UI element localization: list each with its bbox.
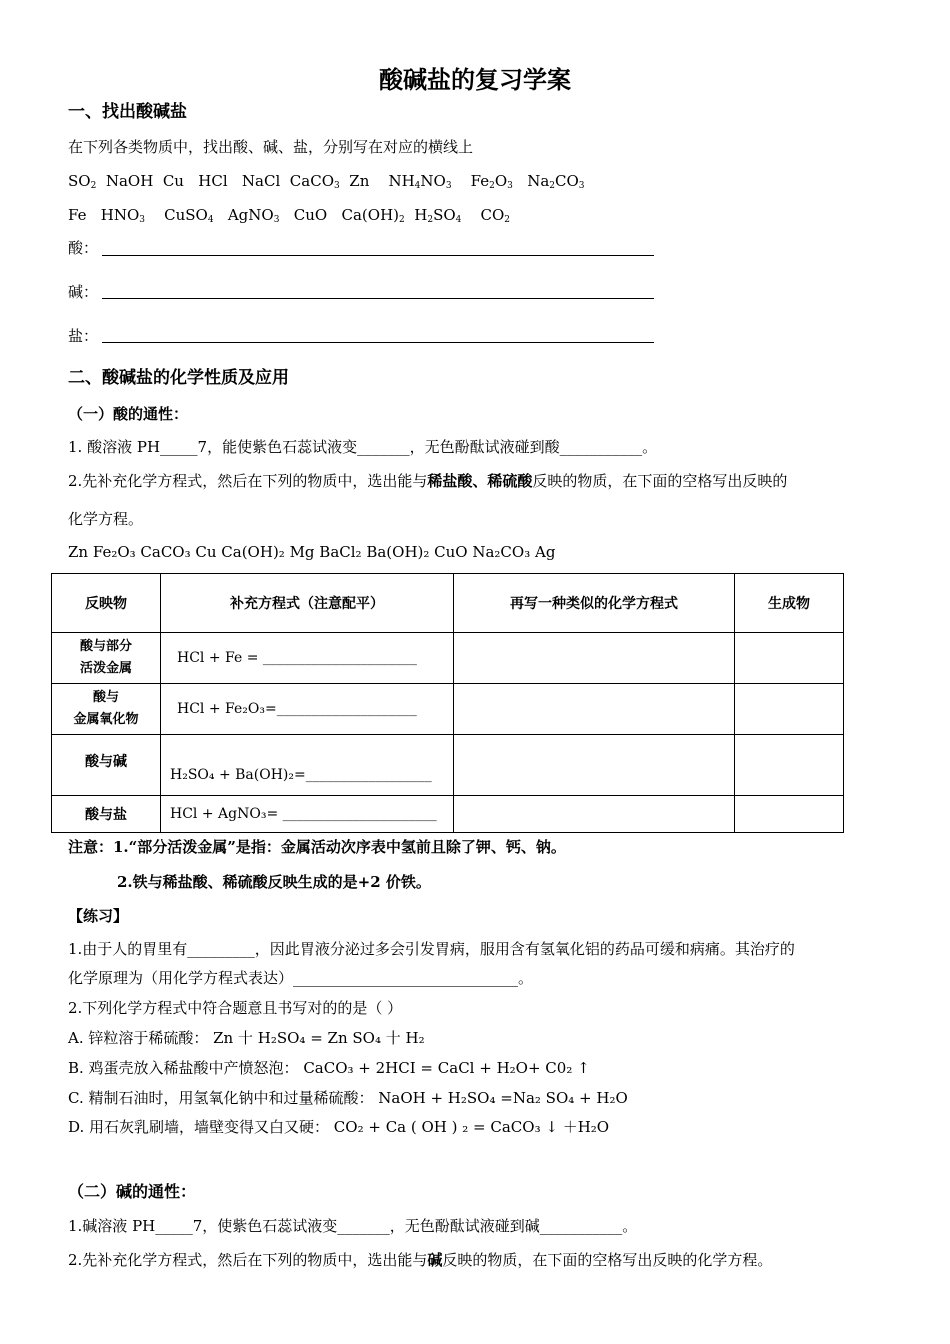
practice-heading: 【练习】 — [68, 907, 129, 925]
salt-label: 盐： — [68, 327, 99, 345]
base-answer-line[interactable] — [102, 298, 654, 299]
table-row — [52, 633, 844, 684]
base-question-1: 1.碱溶液 PH_____7，使紫色石蕊试液变_______，无色酚酞试液碰到碱___________。 — [68, 1217, 638, 1235]
acid-question-2: 2.先补充化学方程式，然后在下列的物质中，选出能与稀盐酸、稀硫酸反映的物质，在下面的空格写出反映的 — [68, 472, 788, 490]
section-1-instruction: 在下列各类物质中，找出酸、碱、盐，分别写在对应的横线上 — [68, 138, 474, 156]
base-question-2: 2.先补充化学方程式，然后在下列的物质中，选出能与碱反映的物质，在下面的空格写出反映的化学方程。 — [68, 1251, 773, 1269]
similar-equation-cell[interactable] — [454, 633, 735, 684]
products-cell[interactable] — [735, 796, 844, 833]
note-2: 2.铁与稀盐酸、稀硫酸反映生成的是+2 价铁。 — [117, 873, 431, 891]
equation-acid-metal[interactable]: HCl + Fe = ______________________ — [161, 633, 454, 684]
substance-row-2: Fe $HNO_3$ CuSO$_4$ AgNO$_3$ CuO $Ca(OH)_2$ $H_2SO_4$ $CO_2$ — [68, 206, 510, 225]
row-label-acid-base: 酸与碱 — [52, 735, 161, 796]
option-d[interactable]: D. 用石灰乳刷墙，墙壁变得又白又硬： CO₂ + Ca ( OH ) ₂ = CaCO₃ ↓ ＋H₂O — [68, 1118, 610, 1136]
table-header-similar-equation: 再写一种类似的化学方程式 — [454, 574, 735, 633]
products-cell[interactable] — [735, 735, 844, 796]
equation-acid-salt[interactable]: HCl + AgNO₃= ______________________ — [161, 796, 454, 833]
row-label-acid-salt: 酸与盐 — [52, 796, 161, 833]
acid-reaction-table — [51, 573, 844, 833]
table-row — [52, 735, 844, 796]
row-label-acid-metal: 酸与部分 活泼金属 — [52, 633, 161, 684]
equation-acid-base[interactable]: H₂SO₄ + Ba(OH)₂=__________________ — [161, 735, 454, 796]
table-header-products: 生成物 — [735, 574, 844, 633]
products-cell[interactable] — [735, 633, 844, 684]
salt-answer-line[interactable] — [102, 342, 654, 343]
page-title: 酸碱盐的复习学案 — [379, 65, 571, 94]
equation-acid-metal-oxide[interactable]: HCl + Fe₂O₃=____________________ — [161, 684, 454, 735]
substance-row-1: $SO_2$ NaOH Cu HCl NaCl CaCO$_3$ Zn $NH_4NO_3$ $Fe_2O_3$ $Na_2CO_3$ — [68, 172, 585, 191]
table-header-equation: 补充方程式（注意配平） — [161, 574, 454, 633]
similar-equation-cell[interactable] — [454, 735, 735, 796]
section-2-heading: 二、酸碱盐的化学性质及应用 — [68, 368, 289, 388]
row-label-acid-metal-oxide: 酸与 金属氧化物 — [52, 684, 161, 735]
practice-1-cont: 化学原理为（用化学方程式表达）______________________________。 — [68, 969, 534, 987]
option-c[interactable]: C. 精制石油时，用氢氧化钠中和过量稀硫酸： NaOH + H₂SO₄ =Na₂ SO₄ + H₂O — [68, 1089, 628, 1107]
table-row — [52, 796, 844, 833]
note-1: 注意：1.“部分活泼金属”是指：金属活动次序表中氢前且除了钾、钙、钠。 — [68, 838, 566, 856]
acid-question-1: 1. 酸溶液 PH_____7，能使紫色石蕊试液变_______，无色酚酞试液碰到酸___________。 — [68, 438, 658, 456]
acid-answer-line[interactable] — [102, 255, 654, 256]
acid-properties-heading: （一）酸的通性： — [68, 405, 189, 423]
practice-2: 2.下列化学方程式中符合题意且书写对的的是（ ） — [68, 999, 403, 1017]
similar-equation-cell[interactable] — [454, 796, 735, 833]
base-label: 碱： — [68, 283, 99, 301]
table-row — [52, 684, 844, 735]
option-a[interactable]: A. 锌粒溶于稀硫酸： Zn 十 H₂SO₄ = Zn SO₄ 十 H₂ — [68, 1029, 425, 1047]
base-properties-heading: （二）碱的通性： — [68, 1182, 197, 1201]
table-header-reactants: 反映物 — [52, 574, 161, 633]
acid-substance-list: Zn Fe₂O₃ CaCO₃ Cu Ca(OH)₂ Mg BaCl₂ Ba(OH)₂ CuO Na₂CO₃ Ag — [68, 543, 556, 561]
option-b[interactable]: B. 鸡蛋壳放入稀盐酸中产愤怒泡： CaCO₃ + 2HCI = CaCl + H₂O+ C0₂ ↑ — [68, 1059, 590, 1077]
products-cell[interactable] — [735, 684, 844, 735]
section-1-heading: 一、找出酸碱盐 — [68, 102, 187, 122]
acid-label: 酸： — [68, 239, 99, 257]
acid-question-2-cont: 化学方程。 — [68, 510, 144, 528]
practice-1: 1.由于人的胃里有_________，因此胃液分泌过多会引发胃病，服用含有氢氧化铝的药品可缓和病痛。其治疗的 — [68, 940, 795, 958]
similar-equation-cell[interactable] — [454, 684, 735, 735]
